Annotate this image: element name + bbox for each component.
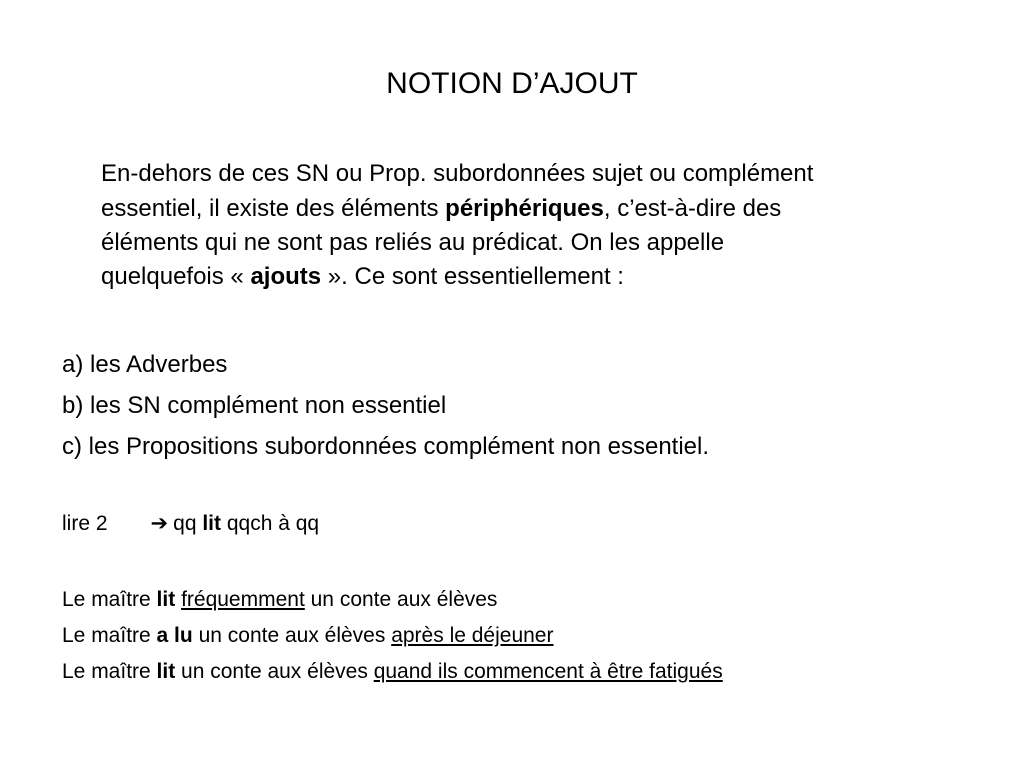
lire-label: lire 2	[62, 512, 108, 535]
intro-line-2-before: essentiel, il existe des éléments	[101, 195, 446, 222]
list-item-a: a) les Adverbes	[62, 351, 228, 378]
example-2-adjunct: après le déjeuner	[391, 624, 554, 647]
example-3-mid: un conte aux élèves	[175, 660, 374, 683]
list-item-b: b) les SN complément non essentiel	[62, 392, 447, 419]
example-3-adjunct: quand ils commencent à être fatigués	[373, 660, 723, 683]
example-1-verb: lit	[156, 588, 176, 611]
example-row-3	[62, 654, 723, 690]
intro-line-2-after: , c’est-à-dire des	[603, 195, 782, 222]
intro-line-4-after: ». Ce sont essentiellement :	[321, 263, 624, 290]
example-row-2	[62, 618, 723, 654]
intro-paragraph	[101, 156, 961, 294]
intro-rest	[101, 192, 961, 294]
intro-bold-ajouts: ajouts	[250, 263, 322, 290]
adjunct-list	[62, 344, 709, 467]
example-3-verb: lit	[156, 660, 176, 683]
example-1-after: un conte aux élèves	[304, 588, 498, 611]
list-item-c: c) les Propositions subordonnées complément non essentiel.	[62, 433, 710, 460]
example-row-1	[62, 582, 723, 618]
lire-valency-line	[62, 510, 319, 538]
example-3-before: Le maître	[62, 660, 157, 683]
lire-after: qqch à qq	[221, 512, 320, 535]
intro-line-4-before: quelquefois «	[101, 263, 251, 290]
intro-line-3: éléments qui ne sont pas reliés au prédicat. On les appelle	[101, 229, 725, 256]
lire-bold-verb: lit	[202, 512, 222, 535]
example-sentences	[62, 582, 723, 690]
example-2-verb: a lu	[156, 624, 193, 647]
example-1-adjunct: fréquemment	[181, 588, 305, 611]
intro-line-1: En-dehors de ces SN ou Prop. subordonnées sujet ou complément	[101, 160, 814, 187]
arrow-right-icon: ➔	[150, 512, 169, 535]
example-2-mid: un conte aux élèves	[192, 624, 392, 647]
example-2-before: Le maître	[62, 624, 157, 647]
intro-bold-peripheriques: périphériques	[445, 195, 604, 222]
example-1-before: Le maître	[62, 588, 157, 611]
slide-title: NOTION D’AJOUT	[386, 67, 638, 100]
lire-before: qq	[173, 512, 203, 535]
